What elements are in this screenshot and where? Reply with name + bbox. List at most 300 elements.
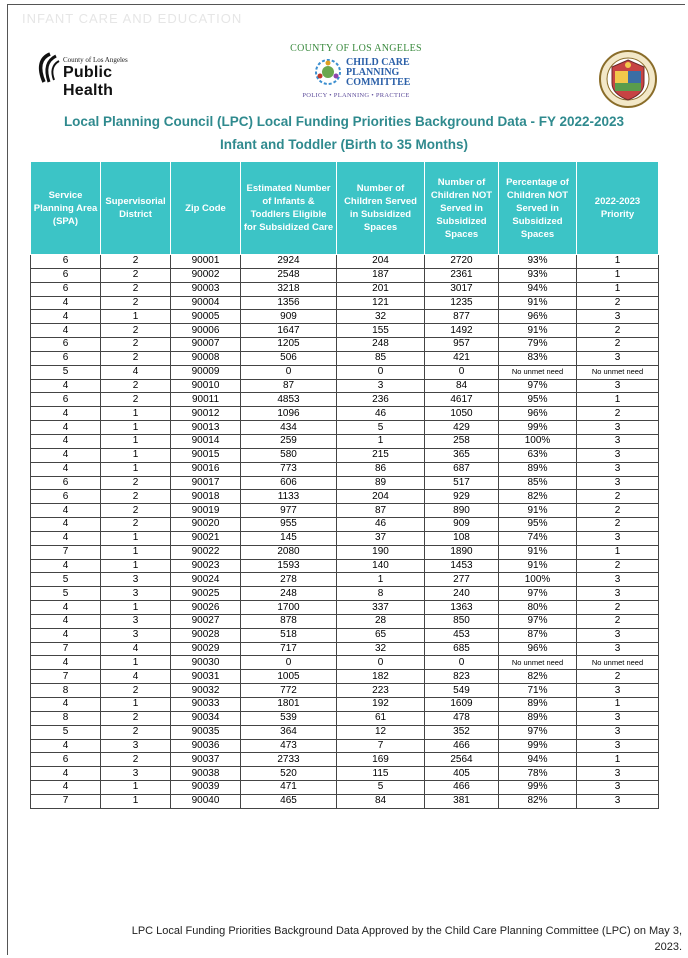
table-cell: 74% bbox=[499, 531, 577, 545]
table-cell: 278 bbox=[241, 573, 337, 587]
table-cell: 91% bbox=[499, 504, 577, 518]
table-row bbox=[31, 324, 659, 338]
table-cell: 3 bbox=[577, 531, 659, 545]
table-cell: No unmet need bbox=[499, 656, 577, 670]
table-cell: 89 bbox=[337, 476, 425, 490]
table-cell: 90016 bbox=[171, 462, 241, 476]
table-cell: 2 bbox=[101, 684, 171, 698]
table-cell: 4 bbox=[31, 462, 101, 476]
table-cell: 453 bbox=[425, 628, 499, 642]
table-cell: 5 bbox=[31, 725, 101, 739]
table-row bbox=[31, 753, 659, 767]
table-cell: 3 bbox=[577, 476, 659, 490]
table-cell: 91% bbox=[499, 545, 577, 559]
table-cell: 90038 bbox=[171, 767, 241, 781]
table-cell: 3218 bbox=[241, 282, 337, 296]
table-cell: No unmet need bbox=[499, 365, 577, 379]
table-cell: 7 bbox=[31, 670, 101, 684]
table-cell: 100% bbox=[499, 573, 577, 587]
table-cell: 365 bbox=[425, 448, 499, 462]
table-row bbox=[31, 379, 659, 393]
table-cell: 478 bbox=[425, 711, 499, 725]
table-cell: 2 bbox=[577, 504, 659, 518]
table-row bbox=[31, 296, 659, 310]
table-cell: 2720 bbox=[425, 255, 499, 269]
table-cell: 61 bbox=[337, 711, 425, 725]
table-cell: 823 bbox=[425, 670, 499, 684]
table-cell: 4 bbox=[31, 656, 101, 670]
table-cell: 4 bbox=[31, 559, 101, 573]
table-cell: 78% bbox=[499, 767, 577, 781]
table-cell: 1609 bbox=[425, 698, 499, 712]
table-cell: 4 bbox=[101, 670, 171, 684]
table-row bbox=[31, 462, 659, 476]
table-row bbox=[31, 656, 659, 670]
table-cell: 3 bbox=[337, 379, 425, 393]
page-subtitle: Infant and Toddler (Birth to 35 Months) bbox=[220, 137, 468, 152]
table-body bbox=[31, 255, 659, 809]
table-cell: 97% bbox=[499, 587, 577, 601]
table-cell: 65 bbox=[337, 628, 425, 642]
table-cell: 3017 bbox=[425, 282, 499, 296]
table-cell: 5 bbox=[337, 781, 425, 795]
table-cell: 63% bbox=[499, 448, 577, 462]
table-cell: 90007 bbox=[171, 338, 241, 352]
table-cell: 5 bbox=[31, 573, 101, 587]
table-cell: 518 bbox=[241, 628, 337, 642]
table-cell: 1205 bbox=[241, 338, 337, 352]
column-header: Number of Children Served in Subsidized Spaces bbox=[337, 162, 425, 255]
table-row bbox=[31, 434, 659, 448]
table-cell: 1 bbox=[577, 753, 659, 767]
table-cell: 877 bbox=[425, 310, 499, 324]
table-cell: 517 bbox=[425, 476, 499, 490]
table-cell: 4 bbox=[31, 448, 101, 462]
table-cell: 5 bbox=[31, 587, 101, 601]
table-cell: 84 bbox=[425, 379, 499, 393]
table-row bbox=[31, 421, 659, 435]
table-cell: 2548 bbox=[241, 268, 337, 282]
table-cell: 506 bbox=[241, 351, 337, 365]
table-cell: 90006 bbox=[171, 324, 241, 338]
table-cell: 90019 bbox=[171, 504, 241, 518]
table-cell: 97% bbox=[499, 614, 577, 628]
table-row bbox=[31, 684, 659, 698]
table-cell: 240 bbox=[425, 587, 499, 601]
table-cell: 3 bbox=[101, 614, 171, 628]
table-cell: 520 bbox=[241, 767, 337, 781]
table-cell: 3 bbox=[577, 739, 659, 753]
table-cell: 4 bbox=[31, 628, 101, 642]
table-cell: 1 bbox=[577, 545, 659, 559]
table-cell: 248 bbox=[337, 338, 425, 352]
table-cell: 687 bbox=[425, 462, 499, 476]
table-cell: 6 bbox=[31, 476, 101, 490]
table-row bbox=[31, 338, 659, 352]
table-cell: 190 bbox=[337, 545, 425, 559]
table-cell: 1 bbox=[101, 531, 171, 545]
table-cell: 2 bbox=[577, 407, 659, 421]
table-cell: 3 bbox=[101, 587, 171, 601]
table-cell: 90008 bbox=[171, 351, 241, 365]
table-cell: 3 bbox=[577, 711, 659, 725]
table-row bbox=[31, 573, 659, 587]
table-cell: 5 bbox=[337, 421, 425, 435]
table-cell: 90035 bbox=[171, 725, 241, 739]
table-row bbox=[31, 393, 659, 407]
table-cell: 3 bbox=[577, 725, 659, 739]
table-cell: 204 bbox=[337, 255, 425, 269]
table-cell: 215 bbox=[337, 448, 425, 462]
table-cell: 6 bbox=[31, 490, 101, 504]
table-cell: 90021 bbox=[171, 531, 241, 545]
table-cell: 90011 bbox=[171, 393, 241, 407]
public-health-swirl-icon bbox=[36, 52, 60, 86]
table-cell: 2 bbox=[577, 324, 659, 338]
table-cell: 6 bbox=[31, 393, 101, 407]
table-cell: 850 bbox=[425, 614, 499, 628]
table-cell: 909 bbox=[425, 518, 499, 532]
table-cell: 90032 bbox=[171, 684, 241, 698]
table-cell: 3 bbox=[577, 628, 659, 642]
table-cell: 82% bbox=[499, 670, 577, 684]
table-cell: 1 bbox=[101, 794, 171, 808]
table-cell: 1 bbox=[101, 407, 171, 421]
table-cell: 1700 bbox=[241, 601, 337, 615]
table-cell: 115 bbox=[337, 767, 425, 781]
table-cell: 1235 bbox=[425, 296, 499, 310]
table-cell: 549 bbox=[425, 684, 499, 698]
ccpc-name-line: CHILD CARE bbox=[346, 57, 410, 68]
table-cell: 3 bbox=[577, 462, 659, 476]
table-row bbox=[31, 531, 659, 545]
ghost-header: INFANT CARE AND EDUCATION bbox=[22, 11, 243, 26]
table-cell: 1 bbox=[101, 448, 171, 462]
table-cell: 4 bbox=[31, 421, 101, 435]
table-cell: 580 bbox=[241, 448, 337, 462]
table-cell: 2 bbox=[577, 296, 659, 310]
table-cell: 6 bbox=[31, 268, 101, 282]
table-cell: 3 bbox=[101, 739, 171, 753]
table-cell: 7 bbox=[337, 739, 425, 753]
table-cell: 6 bbox=[31, 351, 101, 365]
table-cell: 955 bbox=[241, 518, 337, 532]
table-cell: 2 bbox=[101, 338, 171, 352]
table-cell: 606 bbox=[241, 476, 337, 490]
table-cell: 95% bbox=[499, 393, 577, 407]
table-cell: 0 bbox=[241, 365, 337, 379]
table-cell: 977 bbox=[241, 504, 337, 518]
table-cell: 90027 bbox=[171, 614, 241, 628]
table-cell: 2 bbox=[577, 614, 659, 628]
table-cell: 1492 bbox=[425, 324, 499, 338]
table-cell: 90003 bbox=[171, 282, 241, 296]
table-cell: 539 bbox=[241, 711, 337, 725]
table-cell: 3 bbox=[101, 628, 171, 642]
table-row bbox=[31, 628, 659, 642]
table-cell: 3 bbox=[577, 573, 659, 587]
table-cell: 3 bbox=[577, 379, 659, 393]
table-cell: 0 bbox=[337, 656, 425, 670]
ccpc-name-line: PLANNING bbox=[346, 67, 400, 78]
table-cell: 108 bbox=[425, 531, 499, 545]
table-cell: 1 bbox=[101, 462, 171, 476]
column-header: 2022-2023 Priority bbox=[577, 162, 659, 255]
table-cell: 32 bbox=[337, 310, 425, 324]
table-cell: 4853 bbox=[241, 393, 337, 407]
table-cell: 0 bbox=[337, 365, 425, 379]
table-cell: 2 bbox=[101, 711, 171, 725]
table-cell: 4 bbox=[31, 434, 101, 448]
table-cell: 1 bbox=[337, 434, 425, 448]
table-cell: 6 bbox=[31, 753, 101, 767]
table-cell: 3 bbox=[577, 642, 659, 656]
table-cell: 7 bbox=[31, 545, 101, 559]
public-health-county-label: County of Los Angeles bbox=[63, 56, 128, 64]
table-cell: 7 bbox=[31, 794, 101, 808]
table-cell: 90013 bbox=[171, 421, 241, 435]
table-cell: 8 bbox=[337, 587, 425, 601]
table-cell: 1453 bbox=[425, 559, 499, 573]
table-cell: 90039 bbox=[171, 781, 241, 795]
table-cell: 3 bbox=[577, 794, 659, 808]
table-cell: 90025 bbox=[171, 587, 241, 601]
table-cell: 8 bbox=[31, 684, 101, 698]
table-cell: 466 bbox=[425, 739, 499, 753]
table-cell: 85 bbox=[337, 351, 425, 365]
table-cell: 248 bbox=[241, 587, 337, 601]
table-cell: 182 bbox=[337, 670, 425, 684]
table-cell: 94% bbox=[499, 753, 577, 767]
table-cell: 2 bbox=[101, 393, 171, 407]
table-cell: 82% bbox=[499, 794, 577, 808]
ccpc-county-label: COUNTY OF LOS ANGELES bbox=[290, 43, 422, 54]
table-cell: 90024 bbox=[171, 573, 241, 587]
table-row bbox=[31, 614, 659, 628]
table-cell: 2 bbox=[101, 351, 171, 365]
table-cell: 87% bbox=[499, 628, 577, 642]
table-cell: 91% bbox=[499, 296, 577, 310]
ccpc-emblem-icon bbox=[314, 56, 342, 88]
table-cell: 0 bbox=[425, 656, 499, 670]
table-cell: 82% bbox=[499, 490, 577, 504]
table-cell: 85% bbox=[499, 476, 577, 490]
table-row bbox=[31, 518, 659, 532]
ccpc-name bbox=[346, 58, 410, 88]
table-cell: 90020 bbox=[171, 518, 241, 532]
table-cell: 71% bbox=[499, 684, 577, 698]
table-row bbox=[31, 587, 659, 601]
table-cell: 3 bbox=[577, 767, 659, 781]
table-cell: 90040 bbox=[171, 794, 241, 808]
table-cell: 685 bbox=[425, 642, 499, 656]
priorities-table bbox=[30, 161, 659, 809]
ccpc-name-line: COMMITTEE bbox=[346, 77, 411, 88]
table-cell: 87 bbox=[241, 379, 337, 393]
table-cell: 2 bbox=[577, 518, 659, 532]
table-cell: 90034 bbox=[171, 711, 241, 725]
table-cell: 2 bbox=[101, 490, 171, 504]
table-row bbox=[31, 601, 659, 615]
column-header: Estimated Number of Infants & Toddlers Eligible for Subsidized Care bbox=[241, 162, 337, 255]
table-cell: 2361 bbox=[425, 268, 499, 282]
table-cell: 1050 bbox=[425, 407, 499, 421]
table-cell: 2564 bbox=[425, 753, 499, 767]
table-cell: 6 bbox=[31, 255, 101, 269]
table-cell: 2 bbox=[101, 268, 171, 282]
table-cell: 352 bbox=[425, 725, 499, 739]
table-cell: 90012 bbox=[171, 407, 241, 421]
column-header: Service Planning Area (SPA) bbox=[31, 162, 101, 255]
table-cell: 1356 bbox=[241, 296, 337, 310]
table-cell: 1593 bbox=[241, 559, 337, 573]
table-cell: 89% bbox=[499, 462, 577, 476]
table-cell: 2733 bbox=[241, 753, 337, 767]
table-cell: 929 bbox=[425, 490, 499, 504]
table-cell: 4 bbox=[31, 698, 101, 712]
table-cell: 89% bbox=[499, 711, 577, 725]
table-cell: 2080 bbox=[241, 545, 337, 559]
table-cell: 90030 bbox=[171, 656, 241, 670]
table-cell: 772 bbox=[241, 684, 337, 698]
table-cell: 4 bbox=[101, 365, 171, 379]
table-cell: 890 bbox=[425, 504, 499, 518]
table-cell: 90033 bbox=[171, 698, 241, 712]
table-row bbox=[31, 545, 659, 559]
table-cell: 2 bbox=[101, 753, 171, 767]
table-cell: 97% bbox=[499, 379, 577, 393]
table-cell: 465 bbox=[241, 794, 337, 808]
table-cell: 421 bbox=[425, 351, 499, 365]
table-cell: No unmet need bbox=[577, 656, 659, 670]
table-cell: 99% bbox=[499, 739, 577, 753]
table-cell: 4 bbox=[31, 324, 101, 338]
table-cell: 99% bbox=[499, 421, 577, 435]
table-cell: 8 bbox=[31, 711, 101, 725]
table-row bbox=[31, 725, 659, 739]
column-header: Number of Children NOT Served in Subsidized Spaces bbox=[425, 162, 499, 255]
table-cell: 90017 bbox=[171, 476, 241, 490]
table-cell: 3 bbox=[577, 587, 659, 601]
table-cell: 4 bbox=[31, 407, 101, 421]
table-cell: 90004 bbox=[171, 296, 241, 310]
table-cell: 1 bbox=[101, 656, 171, 670]
table-cell: 1096 bbox=[241, 407, 337, 421]
table-cell: 3 bbox=[577, 684, 659, 698]
table-cell: 90018 bbox=[171, 490, 241, 504]
table-row bbox=[31, 698, 659, 712]
table-cell: 3 bbox=[577, 781, 659, 795]
table-cell: 957 bbox=[425, 338, 499, 352]
table-cell: 79% bbox=[499, 338, 577, 352]
table-cell: 201 bbox=[337, 282, 425, 296]
table-cell: 381 bbox=[425, 794, 499, 808]
table-cell: 100% bbox=[499, 434, 577, 448]
table-cell: 90023 bbox=[171, 559, 241, 573]
table-cell: 90037 bbox=[171, 753, 241, 767]
table-cell: 364 bbox=[241, 725, 337, 739]
table-cell: 90026 bbox=[171, 601, 241, 615]
column-header: Zip Code bbox=[171, 162, 241, 255]
table-cell: 4 bbox=[31, 739, 101, 753]
table-cell: 28 bbox=[337, 614, 425, 628]
table-cell: 121 bbox=[337, 296, 425, 310]
table-cell: 4 bbox=[31, 781, 101, 795]
table-cell: 96% bbox=[499, 642, 577, 656]
table-row bbox=[31, 448, 659, 462]
table-row bbox=[31, 767, 659, 781]
table-row bbox=[31, 504, 659, 518]
table-cell: 87 bbox=[337, 504, 425, 518]
approval-note: LPC Local Funding Priorities Background Data Approved by the Child Care Planning Committee (LPC) on May 3, bbox=[131, 925, 682, 937]
table-cell: 90036 bbox=[171, 739, 241, 753]
table-cell: 4 bbox=[31, 601, 101, 615]
table-cell: 97% bbox=[499, 725, 577, 739]
table-cell: 140 bbox=[337, 559, 425, 573]
table-cell: 1 bbox=[101, 601, 171, 615]
table-cell: 1 bbox=[337, 573, 425, 587]
table-cell: 2 bbox=[101, 324, 171, 338]
table-cell: 2 bbox=[101, 282, 171, 296]
table-row bbox=[31, 476, 659, 490]
table-cell: 2 bbox=[577, 670, 659, 684]
table-row bbox=[31, 255, 659, 269]
table-cell: 1890 bbox=[425, 545, 499, 559]
table-cell: 6 bbox=[31, 282, 101, 296]
page-title: Local Planning Council (LPC) Local Funding Priorities Background Data - FY 2022-2023 bbox=[63, 114, 625, 129]
table-cell: 473 bbox=[241, 739, 337, 753]
table-cell: 1 bbox=[577, 698, 659, 712]
table-cell: 4 bbox=[31, 310, 101, 324]
table-cell: 84 bbox=[337, 794, 425, 808]
table-row bbox=[31, 351, 659, 365]
table-cell: 3 bbox=[577, 421, 659, 435]
table-cell: 3 bbox=[577, 310, 659, 324]
table-cell: 90010 bbox=[171, 379, 241, 393]
table-cell: 2 bbox=[101, 725, 171, 739]
table-cell: 429 bbox=[425, 421, 499, 435]
ccpc-tagline: POLICY • PLANNING • PRACTICE bbox=[302, 92, 410, 99]
table-cell: 3 bbox=[577, 448, 659, 462]
table-cell: 187 bbox=[337, 268, 425, 282]
table-cell: 4 bbox=[31, 531, 101, 545]
table-cell: 1 bbox=[101, 545, 171, 559]
table-cell: 89% bbox=[499, 698, 577, 712]
table-row bbox=[31, 711, 659, 725]
table-cell: 90009 bbox=[171, 365, 241, 379]
table-cell: 1005 bbox=[241, 670, 337, 684]
table-cell: 4617 bbox=[425, 393, 499, 407]
table-cell: 1801 bbox=[241, 698, 337, 712]
table-cell: 155 bbox=[337, 324, 425, 338]
table-cell: 1 bbox=[577, 282, 659, 296]
table-cell: 258 bbox=[425, 434, 499, 448]
table-cell: 90014 bbox=[171, 434, 241, 448]
table-row bbox=[31, 282, 659, 296]
approval-note-date: 2023. bbox=[654, 941, 682, 953]
table-cell: 1 bbox=[577, 393, 659, 407]
table-cell: 1 bbox=[101, 310, 171, 324]
table-row bbox=[31, 794, 659, 808]
table-cell: 236 bbox=[337, 393, 425, 407]
table-cell: 0 bbox=[241, 656, 337, 670]
table-cell: 259 bbox=[241, 434, 337, 448]
table-cell: 6 bbox=[31, 338, 101, 352]
table-cell: 1 bbox=[101, 781, 171, 795]
table-cell: 4 bbox=[31, 379, 101, 393]
public-health-logo bbox=[36, 50, 166, 99]
table-cell: 90031 bbox=[171, 670, 241, 684]
